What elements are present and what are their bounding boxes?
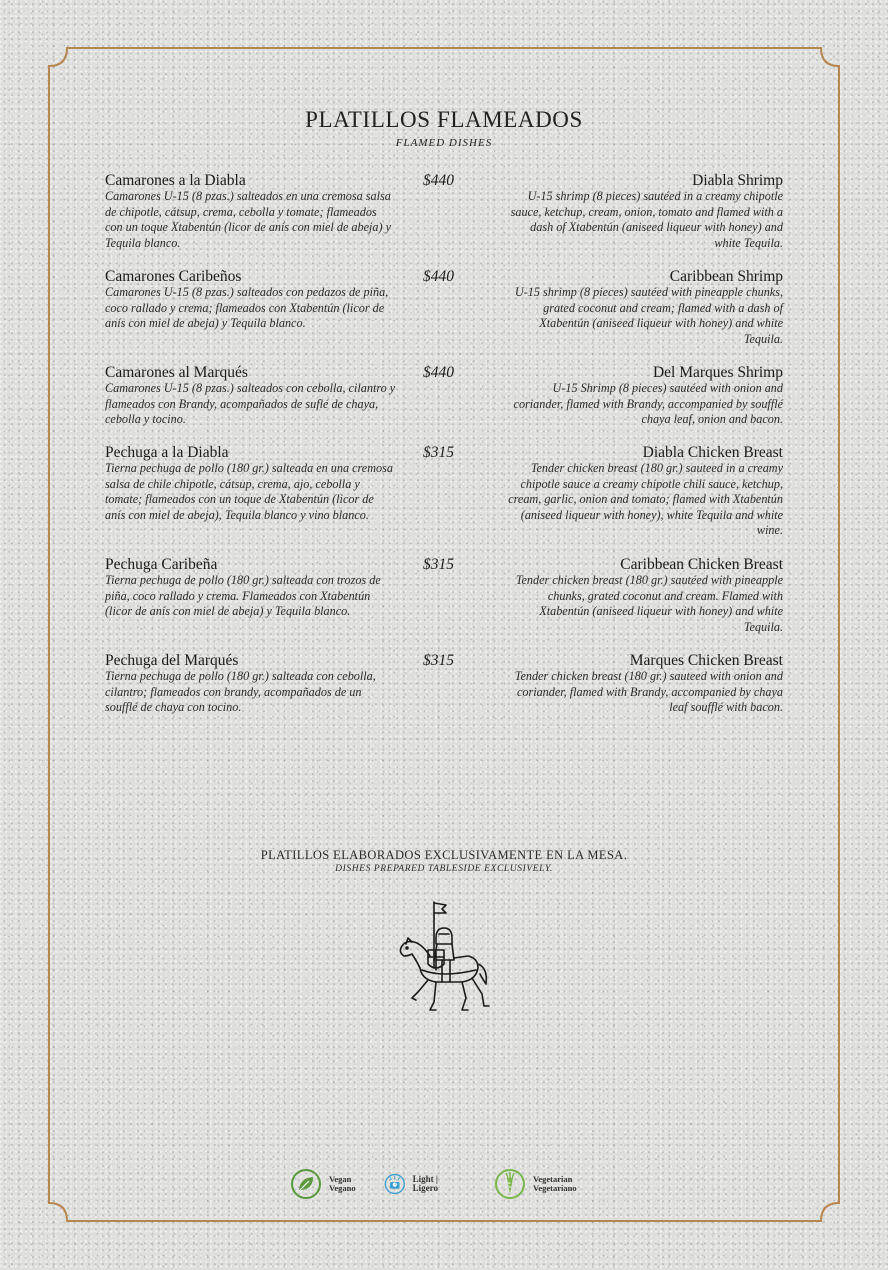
page-title: PLATILLOS FLAMEADOS [305,107,583,132]
legend-light-label: Light | Ligero [412,1173,438,1193]
menu-item [105,556,783,646]
dish-price: $315 [423,556,454,573]
dish-price: $440 [423,364,454,381]
dish-name-en: Del Marques Shrimp [652,364,783,381]
dish-name-es: Pechuga a la Diabla [105,444,229,461]
dish-description-en: Tender chicken breast (180 gr.) sautéed with pineapple chunks, grated coconut and cream. Flamed with Xtabentún (aniseed liqueur with honey) and white Tequila. [515,573,783,634]
dish-price: $440 [423,268,454,285]
legend-vegan [290,1168,356,1200]
dish-name-es: Camarones al Marqués [105,364,248,381]
dish-description-es: Camarones U-15 (8 pzas.) salteados con cebolla, cilantro y flameados con Brandy, acompañados de suflé de chaya, cebolla y tocino. [105,381,396,427]
dish-description-es: Tierna pechuga de pollo (180 gr.) salteada con trozos de piña, coco rallado y crema. Flameados con Xtabentún (licor de anís con miel de abeja) y Tequila blanco. [105,573,381,619]
dish-description-en: U-15 Shrimp (8 pieces) sautéed with onion and coriander, flamed with Brandy, accompanied by soufflé chaya leaf, onion and bacon. [513,381,783,427]
dish-name-es: Camarones a la Diabla [105,172,246,189]
dish-name-es: Camarones Caribeños [105,268,242,285]
dish-description-en: Tender chicken breast (180 gr.) sauteed in a creamy chipotle sauce a creamy chipotle chili sauce, ketchup, cream, garlic, onion and tomato; flamed with Xtabentún (aniseed liqueur with honey), white Tequila and white wine. [508,461,783,538]
dish-price: $315 [423,444,454,461]
menu-item [105,444,783,548]
legend-vegetarian [494,1168,577,1200]
dish-name-en: Caribbean Chicken Breast [620,556,783,573]
dish-name-en: Diabla Chicken Breast [642,444,783,461]
page-subtitle: FLAMED DISHES [395,137,493,149]
legend-vegetarian-en: Vegetarian [533,1173,573,1184]
tableside-note-en: DISHES PREPARED TABLESIDE EXCLUSIVELY. [335,864,553,874]
knight-on-horse-icon [392,898,496,1026]
dish-name-es: Pechuga del Marqués [105,652,239,669]
legend-vegan-en: Vegan [329,1173,352,1184]
dish-description-en: U-15 shrimp (8 pieces) sautéed in a creamy chipotle sauce, ketchup, cream, onion, tomato and flamed with a dash of Xtabentún (aniseed liqueur with honey) and white Tequila. [510,189,783,250]
leaf-icon [290,1168,322,1200]
dish-name-es: Pechuga Caribeña [105,556,218,573]
scale-icon [384,1168,406,1200]
dish-description-es: Camarones U-15 (8 pzas.) salteados en una cremosa salsa de chipotle, cátsup, crema, cebolla y tomate; flameados con un toque Xtabentún (licor de anís con miel de abeja) y Tequila blanco. [105,189,391,250]
legend-vegan-es: Vegano [329,1183,356,1193]
dish-description-en: U-15 shrimp (8 pieces) sautéed with pineapple chunks, grated coconut and cream; flamed with a dash of Xtabentún (aniseed liqueur with honey) and white Tequila. [514,285,783,346]
legend-light [384,1168,448,1200]
carrot-icon [494,1168,526,1200]
menu-item [105,172,783,262]
dish-description-es: Tierna pechuga de pollo (180 gr.) salteada en una cremosa salsa de chile chipotle, cátsup, crema, ajo, cebolla y tomate; flameados con un toque de Xtabentún (licor de anís con miel de abeja), Tequila blanco y vino blanco. [105,461,393,522]
dish-price: $440 [423,172,454,189]
menu-item [105,652,783,724]
menu-item [105,268,783,358]
tableside-note-es: PLATILLOS ELABORADOS EXCLUSIVAMENTE EN LA MESA. [260,848,628,862]
legend-vegetarian-es: Vegetariano [533,1183,577,1193]
dish-description-es: Tierna pechuga de pollo (180 gr.) salteada con cebolla, cilantro; flameados con brandy, acompañados de un soufflé de chaya con tocino. [105,669,376,715]
menu-item [105,364,783,436]
dish-name-en: Caribbean Shrimp [669,268,783,285]
dish-description-en: Tender chicken breast (180 gr.) sauteed with onion and coriander, flamed with Brandy, accompanied by chaya leaf soufflé with bacon. [514,669,783,715]
dish-price: $315 [423,652,454,669]
dish-description-es: Camarones U-15 (8 pzas.) salteados con pedazos de piña, coco rallado y crema; flameados con Xtabentún (licor de anís con miel de abeja) y Tequila blanco. [105,285,389,331]
dish-name-en: Diabla Shrimp [692,172,783,189]
dish-name-en: Marques Chicken Breast [629,652,783,669]
